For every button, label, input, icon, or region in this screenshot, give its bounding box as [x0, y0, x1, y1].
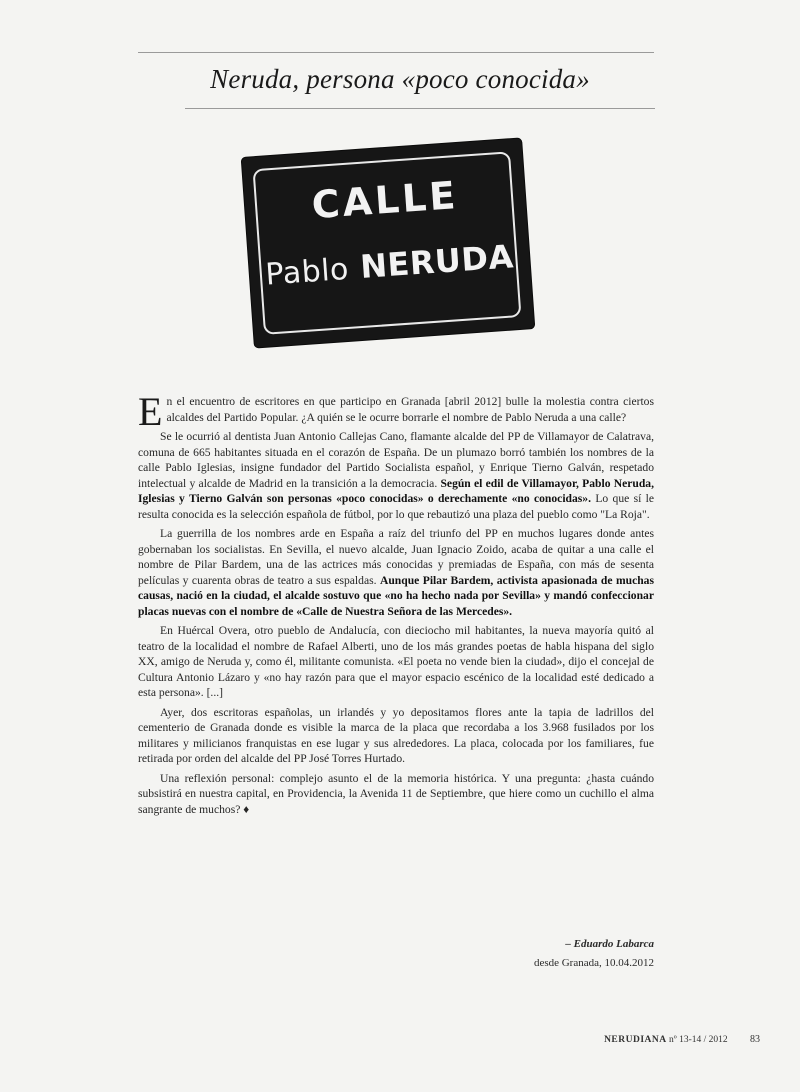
paragraph-2-c: Lo que sí le resulta conocida es la selección española de fútbol, por lo que rebautizó una plaza del pueblo como "La Roja". — [138, 492, 655, 521]
paragraph-3 — [138, 526, 654, 619]
article-body — [138, 389, 655, 821]
paragraph-1 — [138, 389, 654, 434]
paragraph-2-a: Se le ocurrió al dentista Juan Antonio Callejas Cano, flamante alcalde del PP de Villamayor de Calatrava, comuna de 665 habitantes situada en el corazón de España. De un plumazo borró también los nombres de la calle Pablo Iglesias, insigne fundador del Partido Socialista español, y Enrique Tierno Galván, respetado intelectual y alcalde de Madrid en la transición a la democracia. — [138, 430, 654, 490]
paragraph-6-text: Una reflexión personal: complejo asunto el de la memoria histórica. Y una pregunta: ¿hasta cuándo subsistirá en nuestra capital, en Providencia, la Avenida 11 de Septiembre, que hiere como un cuchillo el alma sangrante de muchos? — [138, 771, 654, 816]
magazine-name: NERUDIANA — [604, 1035, 667, 1045]
issue-number: nº 13-14 / 2012 — [669, 1035, 728, 1045]
title-underline — [185, 108, 655, 109]
paragraph-2-bold: Según el edil de Villamayor, Pablo Neruda, Iglesias y Tierno Galván son personas «poco conocidas» o derechamente «no conocidas». — [138, 476, 654, 505]
article-signature — [534, 935, 654, 973]
dateline: desde Granada, 10.04.2012 — [533, 957, 654, 969]
paragraph-4: En Huércal Overa, otro pueblo de Andalucía, con dieciocho mil habitantes, la nueva mayoría quitó al teatro de la localidad el nombre de Rafael Alberti, uno de los más grandes poetas de habla hispana del siglo XX, amigo de Neruda y, como él, militante comunista. «El poeta no vende bien la ciudad», dijo el concejal de Cultura Antonio Lázaro y «no hay razón para que el mayor espacio escénico de la localidad esté dedicado a esta persona». [...] — [138, 624, 654, 699]
paragraph-2 — [138, 429, 654, 522]
top-rule — [138, 52, 654, 53]
paragraph-6 — [138, 771, 654, 818]
end-mark-icon: ♦ — [243, 802, 250, 816]
paragraph-1-text: n el encuentro de escritores en que participo en Granada [abril 2012] bulle la molestia contra ciertos alcaldes del Partido Popular. ¿A quién se le ocurre borrarle el nombre de Pablo Neruda a una calle? — [166, 395, 654, 424]
street-sign-photo — [242, 138, 535, 347]
page-footer — [604, 1034, 760, 1045]
street-sign-first-name: Pablo — [264, 251, 351, 293]
paragraph-5: Ayer, dos escritoras españolas, un irlandés y yo depositamos flores ante la tapia de ladrillos del cementerio de Granada donde es visible la marca de la placa que recordaba a los 3.968 fusilados por los militares y milicianos franquistas en ese lugar y sus alrededores. La placa, colocada por los familiares, fue retirada por orden del alcalde del PP José Torres Hurtado. — [138, 705, 654, 765]
article-title: Neruda, persona «poco conocida» — [210, 64, 590, 94]
paragraph-3-a: La guerrilla de los nombres arde en España a raíz del triunfo del PP en muchos lugares donde antes gobernaban los socialistas. En Sevilla, el nuevo alcalde, Juan Ignacio Zoido, acaba de quitar a una calle el nombre de Pilar Bardem, una de las actrices más conocidas y premiadas de España, con más de sesenta películas y cuarenta obras de teatro a sus espaldas. — [138, 527, 654, 587]
street-sign-line1: CALLE — [310, 173, 460, 228]
author-name: – Eduardo Labarca — [565, 938, 654, 950]
drop-cap: E — [138, 389, 163, 434]
page-number: 83 — [750, 1034, 760, 1045]
paragraph-3-bold: Aunque Pilar Bardem, activista apasionada de muchas causas, nació en la ciudad, el alcalde sostuvo que «no ha hecho nada por Sevilla» y mandó confeccionar placas nuevas con el nombre de «Calle de Nuestra Señora de las Mercedes». — [138, 573, 654, 618]
street-sign-last-name: NERUDA — [358, 237, 515, 286]
